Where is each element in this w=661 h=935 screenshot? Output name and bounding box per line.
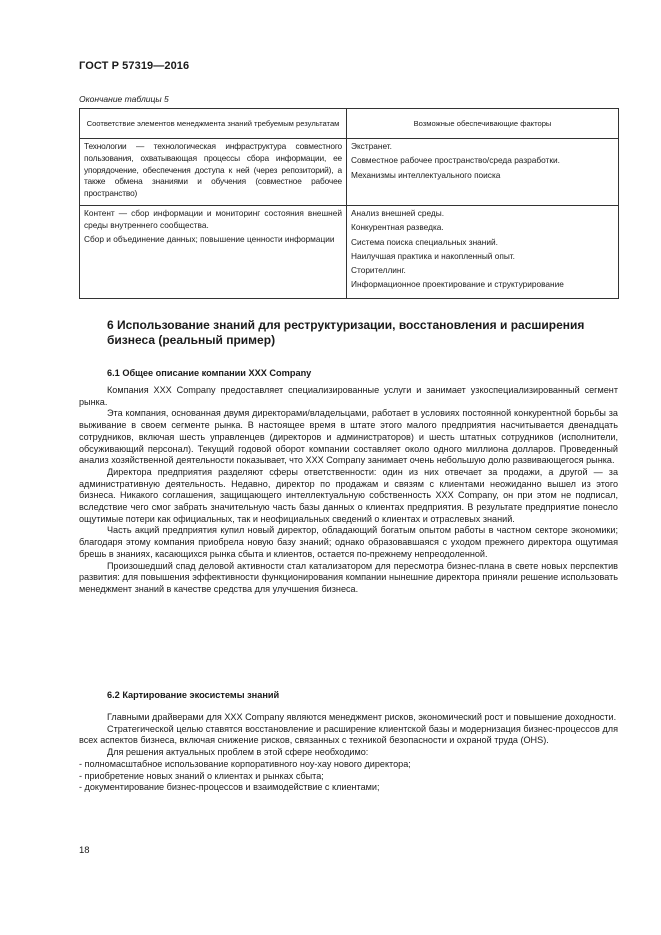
section-6-title: 6 Использование знаний для реструктуризации, восстановления и расширения бизнеса (реальный пример) xyxy=(107,318,585,347)
paragraph: Директора предприятия разделяют сферы ответственности: один из них отвечает за продажи, а другой — за административную деятельность. Недавно, директор по продажам и связям с клиентами неожиданно вышел из этого бизнеса. Никакого соглашения, защищающего интеллектуальную собственность XXX Company, он при этом не подписал, вследствие чего смог забрать значительную часть базы данных о клиентах предприятия. В результате предприятие понесло ощутимые потери как официальных, так и неофициальных сведений о клиентах и отраслевых знаний. xyxy=(79,466,618,524)
paragraph: Часть акций предприятия купил новый директор, обладающий богатым опытом работы в частном секторе экономики; благодаря этому компания приобрела новую базу знаний; однако образовавшаяся с уходом прежнего директора ощутимая брешь в знаниях, касающихся рынка сбыта и клиентов, остается по-прежнему непреодоленной. xyxy=(79,525,618,559)
cell-text: Контент — сбор информации и мониторинг состояния внешней среды внутреннего сообщества. xyxy=(84,208,342,230)
knowledge-factors-table xyxy=(79,108,619,299)
table-cell xyxy=(80,206,347,299)
cell-text: Совместное рабочее пространство/среда разработки. xyxy=(351,155,560,166)
subsection-6-2-title: 6.2 Картирование экосистемы знаний xyxy=(107,690,280,700)
cell-text: Информационное проектирование и структурирование xyxy=(351,279,564,290)
table-cell xyxy=(80,139,347,206)
table-cell xyxy=(347,139,619,206)
list-item: - полномасштабное использование корпоративного ноу-хау нового директора; xyxy=(79,758,411,769)
cell-text: Сбор и объединение данных; повышение ценности информации xyxy=(84,234,335,245)
table-header-row xyxy=(80,109,619,139)
paragraph: Произошедший спад деловой активности стал катализатором для пересмотра бизнес-плана в свете новых перспектив развития: для повышения эффективности функционирования компании нынешние директора приняли решение использовать менеджмент знаний в качестве средства для улучшения бизнеса. xyxy=(79,560,618,594)
cell-text: Технологии — технологическая инфраструктура совместного пользования, охватывающая процессы сбора информации, ее упорядочение, обеспечения доступа к ней (через репозиторий), а также обмена знаниями и обучения (совместное рабочее пространство) xyxy=(84,141,342,199)
list-item: - приобретение новых знаний о клиентах и рынках сбыта; xyxy=(79,770,324,781)
subsection-6-2-body xyxy=(79,712,618,794)
page-number: 18 xyxy=(79,845,90,856)
table-header-cell: Соответствие элементов менеджмента знаний требуемым результатам xyxy=(80,109,347,139)
paragraph: Эта компания, основанная двумя директорами/владельцами, работает в условиях постоянной конкурентной борьбы за выживание в своем сегменте рынка. В настоящее время в штате этого малого предприятия насчитывается двенадцать сотрудников, включая шесть управленцев (директоров и администраторов) и шесть штатных сотрудников (исполнители, обсуживающий персонал). Текущий годовой оборот компании составляет около одного миллиона долларов. Проведенный анализ хозяйственной деятельности показывает, что XXX Company занимает очень небольшую долю развивающегося рынка. xyxy=(79,408,618,466)
cell-text: Экстранет. xyxy=(351,141,392,151)
cell-text: Система поиска специальных знаний. xyxy=(351,236,498,247)
subsection-6-1-body xyxy=(79,385,618,596)
cell-text: Механизмы интеллектуального поиска xyxy=(351,169,501,180)
paragraph: Для решения актуальных проблем в этой сфере необходимо: xyxy=(107,747,369,758)
table-cell xyxy=(347,206,619,299)
subsection-6-1-title: 6.1 Общее описание компании XXX Company xyxy=(107,368,312,378)
table-row xyxy=(80,139,619,206)
cell-text: Анализ внешней среды. xyxy=(351,208,445,218)
cell-text: Сторителлинг. xyxy=(351,265,406,276)
table-row xyxy=(80,206,619,299)
table-header-cell: Возможные обеспечивающие факторы xyxy=(347,109,619,139)
cell-text: Конкурентная разведка. xyxy=(351,222,444,233)
table-caption: Окончание таблицы 5 xyxy=(79,94,169,104)
paragraph: Компания XXX Company предоставляет специализированные услуги и занимает узкоспециализированный сегмент рынка. xyxy=(79,385,618,407)
cell-text: Наилучшая практика и накопленный опыт. xyxy=(351,250,515,261)
list-item: - документирование бизнес-процессов и взаимодействие с клиентами; xyxy=(79,782,380,793)
document-header: ГОСТ Р 57319—2016 xyxy=(79,60,190,72)
paragraph: Главными драйверами для XXX Company являются менеджмент рисков, экономический рост и повышение доходности. xyxy=(107,712,617,722)
paragraph: Стратегической целью ставятся восстановление и расширение клиентской базы и модернизация бизнес-процессов для всех аспектов бизнеса, включая снижение рисков, связанных с техникой безопасности и охраной труда (OHS). xyxy=(79,723,618,746)
